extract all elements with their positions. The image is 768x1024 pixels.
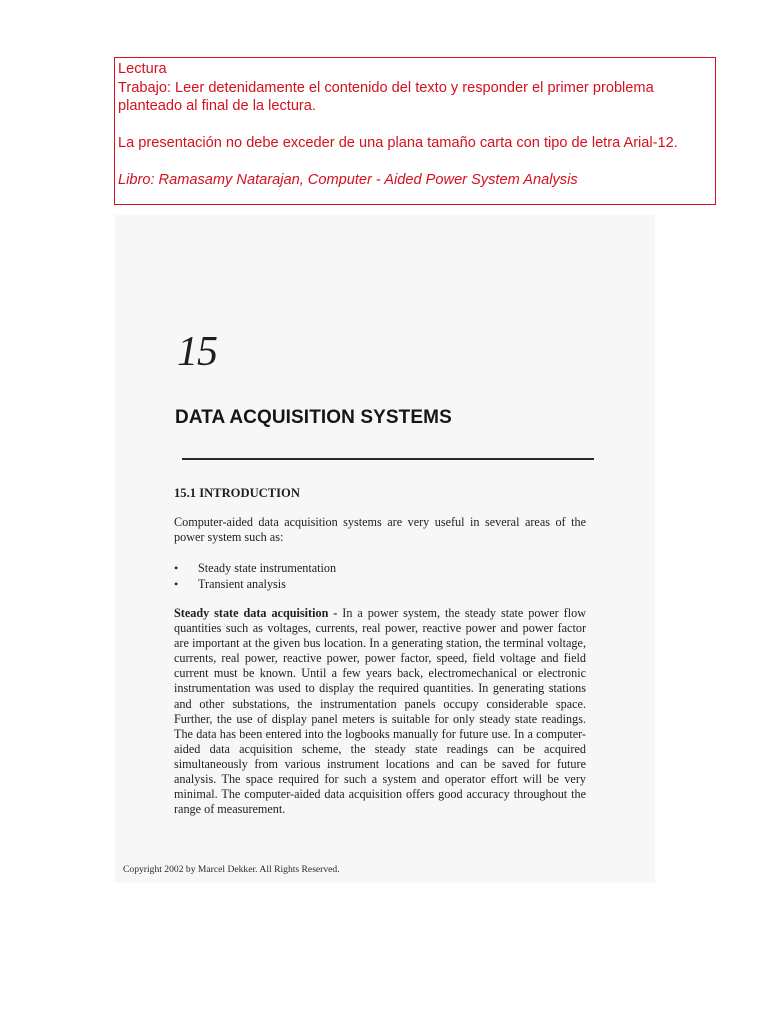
list-item-text: Transient analysis — [198, 576, 286, 591]
bullet-icon: • — [174, 561, 179, 575]
list-item — [174, 577, 574, 593]
assignment-gap — [118, 153, 712, 172]
list-item-text: Steady state instrumentation — [198, 561, 337, 575]
paragraph-lead-in: Steady state data acquisition - — [174, 606, 338, 620]
assignment-box — [114, 57, 716, 205]
chapter-title: DATA ACQUISITION SYSTEMS — [175, 407, 452, 428]
section-heading: 15.1 INTRODUCTION — [174, 486, 300, 500]
bullet-icon: • — [174, 576, 179, 591]
assignment-gap — [118, 116, 712, 135]
assignment-book-reference: Libro: Ramasamy Natarajan, Computer - Aided Power System Analysis — [118, 172, 578, 188]
assignment-task: Trabajo: Leer detenidamente el contenido del texto y responder el primer problema planteado al final de la lectura. — [118, 79, 654, 114]
assignment-title: Lectura — [118, 61, 167, 77]
copyright-notice: Copyright 2002 by Marcel Dekker. All Rights Reserved. — [123, 864, 340, 875]
list-item — [174, 561, 574, 577]
chapter-number: 15 — [177, 329, 217, 375]
intro-paragraph: Computer-aided data acquisition systems are very useful in several areas of the power system such as: — [174, 515, 586, 545]
paragraph-body: In a power system, the steady state power flow quantities such as voltages, currents, real power, reactive power and power factor are important at the given bus location. In a generating station, the terminal voltage, currents, real power, reactive power, power factor, speed, field voltage and field current must be known. Until a few years back, electromechanical or electronic instrumentation was used to display the required quantities. In generating stations and other substations, the instrumentation panels occupy considerable space. Further, the use of display panel meters is suitable for only steady state readings. The data has been entered into the logbooks manually for future use. In a computer-aided data acquisition scheme, the steady state readings can be acquired simultaneously from various instrument locations and can be saved for future analysis. The space required for such a system and operator effort will be very minimal. The computer-aided data acquisition offers good accuracy throughout the range of measurement. — [174, 606, 586, 817]
steady-state-paragraph — [174, 606, 586, 817]
chapter-divider — [182, 458, 594, 460]
scanned-book-page — [115, 215, 655, 883]
assignment-format-note: La presentación no debe exceder de una plana tamaño carta con tipo de letra Arial-12. — [118, 135, 678, 151]
bullet-list — [174, 561, 574, 592]
